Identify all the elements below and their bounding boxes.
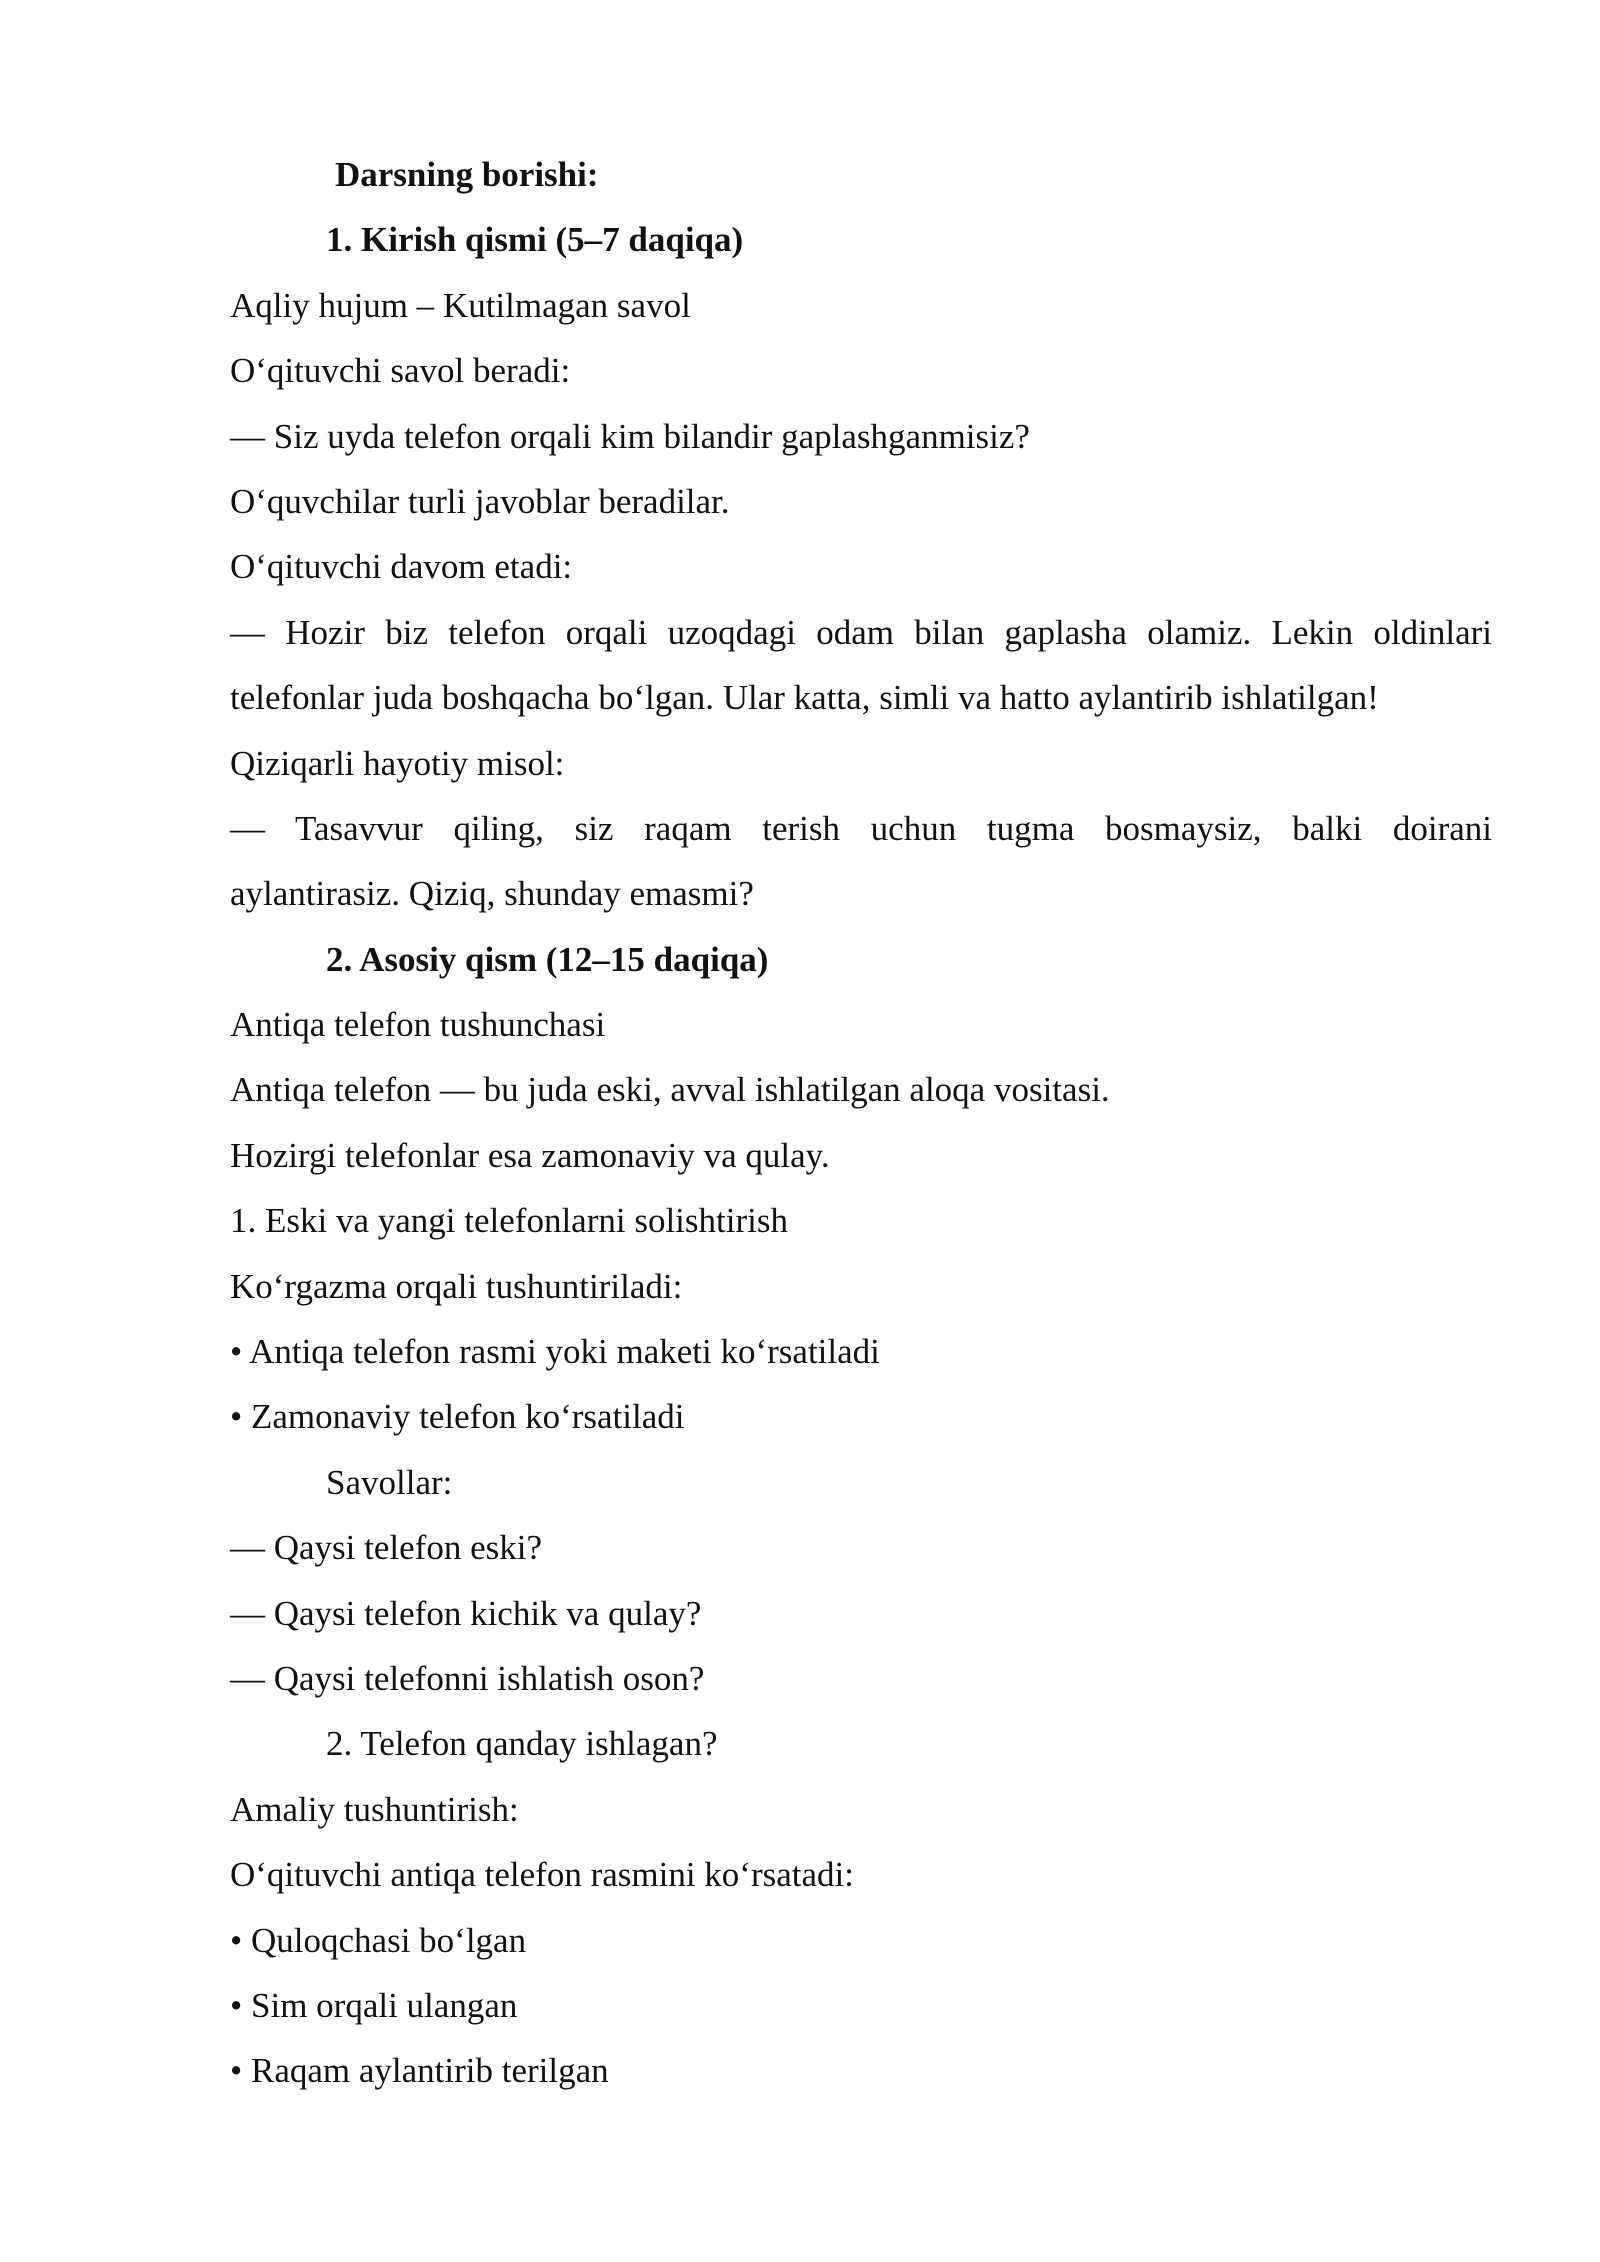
paragraph-line: O‘qituvchi davom etadi: (230, 547, 573, 587)
paragraph-line: aylantirasiz. Qiziq, shunday emasmi? (230, 874, 754, 914)
paragraph-line: Amaliy tushuntirish: (230, 1789, 519, 1829)
paragraph-line: Antiqa telefon tushunchasi (230, 1005, 606, 1045)
paragraph-line: Qiziqarli hayotiy misol: (230, 743, 565, 783)
paragraph-line: O‘quvchilar turli javoblar beradilar. (230, 481, 730, 521)
bullet-item: • Antiqa telefon rasmi yoki maketi ko‘rsatiladi (230, 1332, 880, 1372)
paragraph-line: telefonlar juda boshqacha bo‘lgan. Ular katta, simli va hatto aylantirib ishlatilgan! (230, 678, 1379, 718)
paragraph-line: Aqliy hujum – Kutilmagan savol (230, 285, 691, 325)
numbered-subheading: 2. Telefon qanday ishlagan? (326, 1724, 718, 1764)
dialogue-line: — Siz uyda telefon orqali kim bilandir gaplashganmisiz? (230, 416, 1030, 456)
paragraph-line: O‘qituvchi savol beradi: (230, 351, 571, 391)
section-heading-main: 2. Asosiy qism (12–15 daqiqa) (326, 939, 769, 979)
bullet-item: • Zamonaviy telefon ko‘rsatiladi (230, 1397, 685, 1437)
paragraph-line: O‘qituvchi antiqa telefon rasmini ko‘rsatadi: (230, 1855, 854, 1895)
lesson-progress-heading: Darsning borishi: (335, 155, 599, 194)
question-line: — Qaysi telefonni ishlatish oson? (230, 1658, 705, 1698)
section-heading-introduction: 1. Kirish qismi (5–7 daqiqa) (326, 220, 744, 260)
bullet-item: • Sim orqali ulangan (230, 1985, 518, 2025)
lesson-text (230, 142, 1492, 2104)
dialogue-line: — Tasavvur qiling, siz raqam terish uchun tugma bosmaysiz, balki doirani (230, 808, 1492, 848)
question-line: — Qaysi telefon eski? (230, 1528, 542, 1568)
numbered-subheading: 1. Eski va yangi telefonlarni solishtirish (230, 1201, 788, 1241)
question-line: — Qaysi telefon kichik va qulay? (230, 1593, 702, 1633)
dialogue-line: — Hozir biz telefon orqali uzoqdagi odam bilan gaplasha olamiz. Lekin oldinlari (230, 612, 1492, 652)
bullet-item: • Raqam aylantirib terilgan (230, 2051, 609, 2091)
bullet-item: • Quloqchasi bo‘lgan (230, 1920, 527, 1960)
paragraph-line: Antiqa telefon — bu juda eski, avval ishlatilgan aloqa vositasi. (230, 1070, 1110, 1110)
paragraph-line: Ko‘rgazma orqali tushuntiriladi: (230, 1266, 683, 1306)
paragraph-line: Hozirgi telefonlar esa zamonaviy va qulay. (230, 1135, 830, 1175)
questions-label: Savollar: (326, 1462, 453, 1502)
